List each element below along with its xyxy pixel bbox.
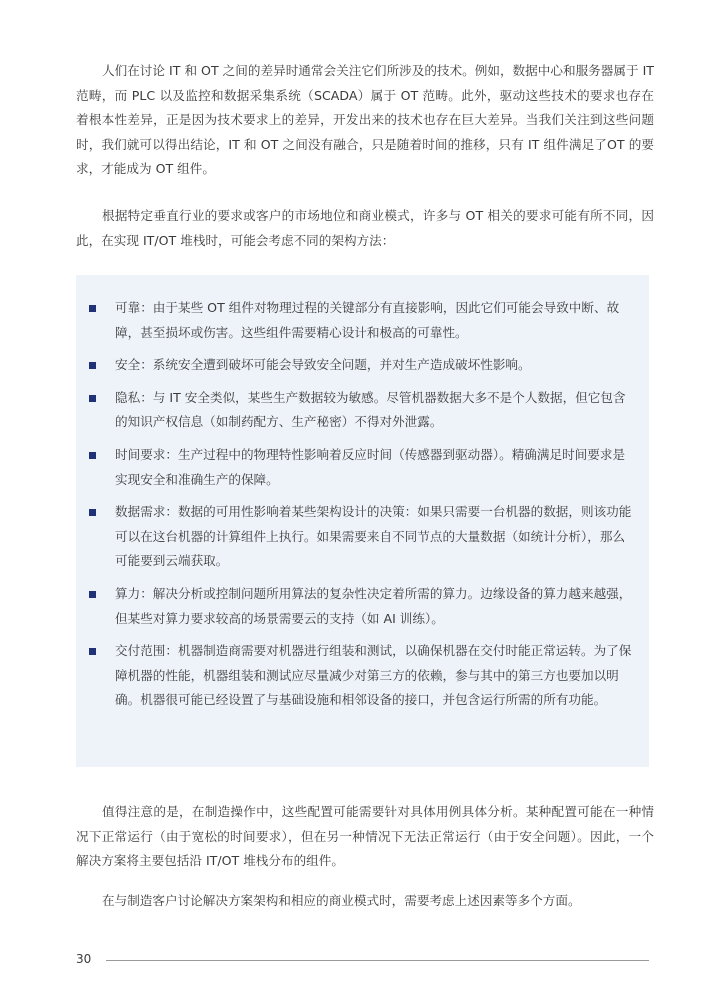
square-bullet-icon xyxy=(89,648,96,655)
body-paragraph: 人们在讨论 IT 和 OT 之间的差异时通常会关注它们所涉及的技术。例如，数据中心和服务器属于 IT 范畴，而 PLC 以及监控和数据采集系统（SCADA）属于 OT 范畴。此外，驱动这些技术的要求也存在着根本性差异，正是因为技术要求上的差异，开发出来的技术也存在巨大差异。当我们关注到这些问题时，我们就可以得出结论，IT 和 OT 之间没有融合，只是随着时间的推移，只有 IT 组件满足了OT 的要求，才能成为 OT 组件。 xyxy=(76,63,654,177)
body-paragraph: 根据特定垂直行业的要求或客户的市场地位和商业模式，许多与 OT 相关的要求可能有所不同，因此，在实现 IT/OT 堆栈时，可能会考虑不同的架构方法： xyxy=(76,208,654,248)
requirement-text: 时间要求：生产过程中的物理特性影响着反应时间（传感器到驱动器）。精确满足时间要求是实现安全和准确生产的保障。 xyxy=(115,446,626,487)
requirement-list-item xyxy=(89,639,635,713)
square-bullet-icon xyxy=(89,591,96,598)
square-bullet-icon xyxy=(89,395,96,402)
requirement-list-item xyxy=(89,386,635,435)
requirements-callout-box xyxy=(76,275,649,767)
page-number: 30 xyxy=(76,952,92,966)
square-bullet-icon xyxy=(89,305,96,312)
requirement-text: 隐私：与 IT 安全类似，某些生产数据较为敏感。尽管机器数据大多不是个人数据，但它包含的知识产权信息（如制药配方、生产秘密）不得对外泄露。 xyxy=(115,389,626,430)
requirement-list-item xyxy=(89,443,635,492)
requirement-text: 可靠：由于某些 OT 组件对物理过程的关键部分有直接影响，因此它们可能会导致中断、故障，甚至损坏或伤害。这些组件需要精心设计和极高的可靠性。 xyxy=(115,300,620,340)
body-paragraph: 值得注意的是，在制造操作中，这些配置可能需要针对具体用例具体分析。某种配置可能在一种情况下正常运行（由于宽松的时间要求），但在另一种情况下无法正常运行（由于安全问题）。因此，一个解决方案将主要包括沿 IT/OT 堆栈分布的组件。 xyxy=(76,804,654,869)
requirement-text: 算力：解决分析或控制问题所用算法的复杂性决定着所需的算力。边缘设备的算力越来越强，但某些对算力要求较高的场景需要云的支持（如 AI 训练）。 xyxy=(115,585,632,626)
square-bullet-icon xyxy=(89,362,96,369)
square-bullet-icon xyxy=(89,452,96,459)
requirement-text: 安全：系统安全遭到破坏可能会导致安全问题，并对生产造成破坏性影响。 xyxy=(115,357,531,373)
requirement-list-item xyxy=(89,500,635,574)
requirement-list-item xyxy=(89,582,635,631)
body-paragraph: 在与制造客户讨论解决方案架构和相应的商业模式时，需要考虑上述因素等多个方面。 xyxy=(102,893,581,908)
footer-rule xyxy=(106,960,649,961)
requirement-list-item xyxy=(89,353,635,378)
square-bullet-icon xyxy=(89,509,96,516)
requirement-text: 数据需求：数据的可用性影响着某些架构设计的决策：如果只需要一台机器的数据，则该功能可以在这台机器的计算组件上执行。如果需要来自不同节点的大量数据（如统计分析），那么可能要到云端获取。 xyxy=(115,504,632,569)
requirement-text: 交付范围：机器制造商需要对机器进行组装和测试，以确保机器在交付时能正常运转。为了保障机器的性能，机器组装和测试应尽量减少对第三方的依赖，参与其中的第三方也要加以明确。机器很可能已经设置了与基础设施和相邻设备的接口，并包含运行所需的所有功能。 xyxy=(115,643,632,708)
requirement-list-item xyxy=(89,296,635,345)
